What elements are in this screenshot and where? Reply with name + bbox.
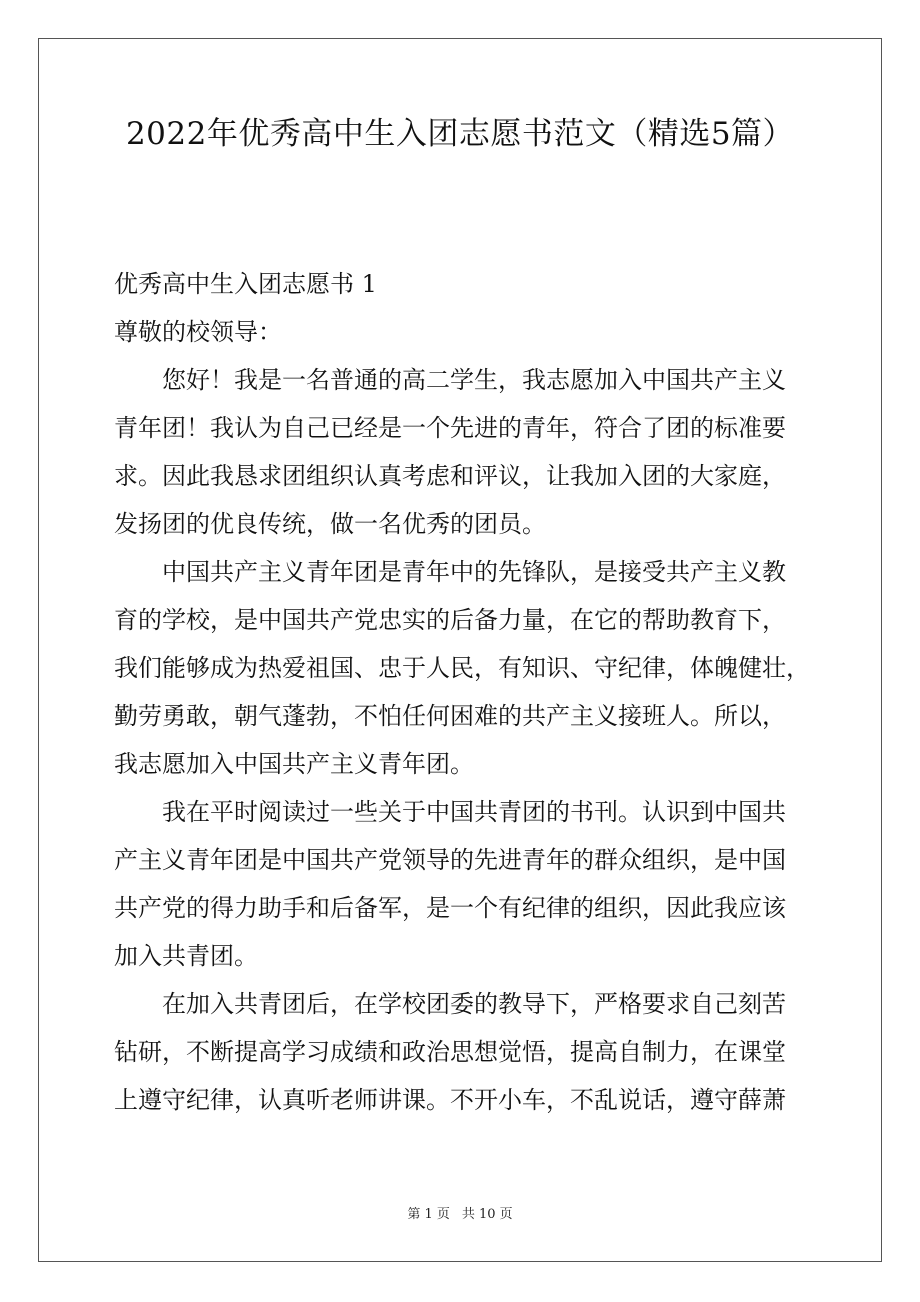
page-footer <box>0 1205 920 1225</box>
text-line: 上遵守纪律，认真听老师讲课。不开小车，不乱说话，遵守薛萧 <box>114 1086 786 1114</box>
text-line: 共产党的得力助手和后备军，是一个有纪律的组织，因此我应该 <box>114 894 786 922</box>
text-line: 我志愿加入中国共产主义青年团。 <box>114 750 474 778</box>
text-line: 产主义青年团是中国共产党领导的先进青年的群众组织，是中国 <box>114 846 786 874</box>
text-line: 我在平时阅读过一些关于中国共青团的书刊。认识到中国共 <box>162 798 786 826</box>
text-line: 我们能够成为热爱祖国、忠于人民，有知识、守纪律，体魄健壮， <box>114 654 810 682</box>
text-line: 在加入共青团后，在学校团委的教导下，严格要求自己刻苦 <box>162 990 786 1018</box>
text-line: 求。因此我恳求团组织认真考虑和评议，让我加入团的大家庭， <box>114 462 786 490</box>
text-line: 加入共青团。 <box>114 942 258 970</box>
document-title: 2022年优秀高中生入团志愿书范文（精选5篇） <box>125 116 795 152</box>
text-line: 青年团！我认为自己已经是一个先进的青年，符合了团的标准要 <box>114 414 786 442</box>
text-line: 育的学校，是中国共产党忠实的后备力量，在它的帮助教育下， <box>114 606 786 634</box>
document-body <box>114 260 814 1124</box>
text-line: 勤劳勇敢，朝气蓬勃，不怕任何困难的共产主义接班人。所以， <box>114 702 786 730</box>
text-line: 尊敬的校领导： <box>114 318 282 346</box>
text-line: 您好！我是一名普通的高二学生，我志愿加入中国共产主义 <box>162 366 786 394</box>
text-line: 发扬团的优良传统，做一名优秀的团员。 <box>114 510 546 538</box>
text-line: 优秀高中生入团志愿书 1 <box>114 270 377 298</box>
page-number: 第 1 页 <box>407 1207 450 1222</box>
page-total: 共 10 页 <box>461 1207 513 1222</box>
text-line: 中国共产主义青年团是青年中的先锋队，是接受共产主义教 <box>162 558 786 586</box>
text-line: 钻研，不断提高学习成绩和政治思想觉悟，提高自制力，在课堂 <box>114 1038 786 1066</box>
